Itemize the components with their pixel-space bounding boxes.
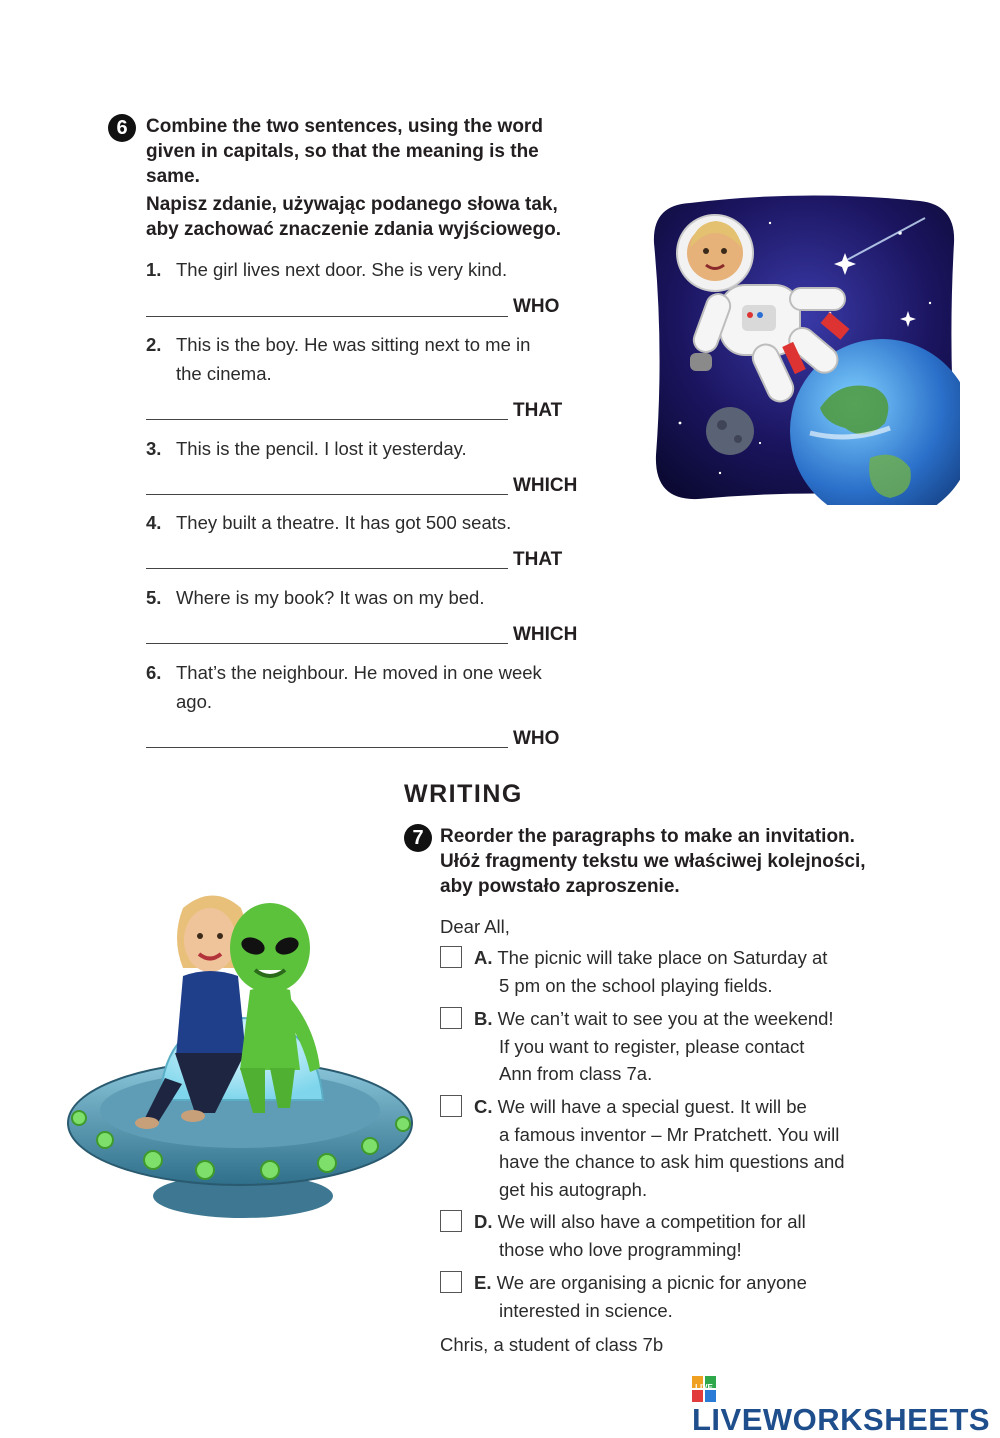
item-number: 4. [146, 512, 162, 533]
instruction-pl-line: aby powstało zaproszenie. [440, 876, 680, 897]
item-number: 6. [146, 662, 162, 683]
instruction-en-line: given in capitals, so that the meaning is the [146, 141, 539, 162]
keyword-4: THAT [513, 549, 563, 570]
paragraph-text: We are organising a picnic for anyone [496, 1272, 807, 1293]
order-box-d[interactable] [440, 1210, 462, 1232]
item-text: Where is my book? It was on my bed. [176, 587, 485, 608]
item-text: They built a theatre. It has got 500 seats. [176, 512, 512, 533]
instruction-pl-line: aby zachować znaczenie zdania wyjściowego. [146, 219, 561, 240]
paragraph-text: We can’t wait to see you at the weekend! [497, 1008, 834, 1029]
keyword-2: THAT [513, 400, 563, 421]
item-number: 2. [146, 334, 162, 355]
item-number: 5. [146, 587, 162, 608]
paragraph-a [474, 944, 874, 999]
instruction-pl-line: Napisz zdanie, używając podanego słowa tak, [146, 194, 558, 215]
letter-signature: Chris, a student of class 7b [440, 1334, 664, 1355]
keyword-1: WHO [513, 296, 560, 317]
keyword-3: WHICH [513, 475, 578, 496]
instruction-pl-line: Ułóż fragmenty tekstu we właściwej kolejności, [440, 851, 866, 872]
paragraph-text: a famous inventor – Mr Pratchett. You will [499, 1123, 840, 1145]
keyword-5: WHICH [513, 624, 578, 645]
item-text: This is the boy. He was sitting next to me in [176, 334, 531, 355]
order-box-e[interactable] [440, 1271, 462, 1293]
item-text: the cinema. [176, 363, 272, 384]
exercise6-instruction [146, 114, 586, 242]
paragraph-text: 5 pm on the school playing fields. [499, 974, 773, 996]
paragraph-letter: E. [474, 1272, 492, 1293]
instruction-en-line: Reorder the paragraphs to make an invitation. [440, 826, 855, 847]
item-number: 3. [146, 438, 162, 459]
order-box-a[interactable] [440, 946, 462, 968]
paragraph-c [474, 1093, 874, 1203]
paragraph-text: get his autograph. [499, 1178, 648, 1200]
exercise-item-5 [146, 583, 586, 612]
answer-line-3[interactable] [146, 494, 508, 495]
exercise-item-3 [146, 434, 586, 463]
paragraph-text: interested in science. [499, 1299, 673, 1321]
paragraph-text: have the chance to ask him questions and [499, 1151, 845, 1172]
logo-text: LIVEWORKSHEETS [692, 1402, 991, 1437]
paragraph-letter: A. [474, 947, 493, 968]
liveworksheets-logo [692, 1376, 1000, 1438]
item-text: The girl lives next door. She is very kind. [176, 259, 508, 280]
exercise-item-2 [146, 330, 586, 388]
ufo-alien-illustration [65, 878, 420, 1228]
logo-mark-icon [692, 1376, 716, 1402]
item-text: This is the pencil. I lost it yesterday. [176, 438, 467, 459]
paragraph-letter: C. [474, 1096, 493, 1117]
paragraph-e [474, 1269, 874, 1324]
exercise-item-4 [146, 508, 586, 537]
letter-greeting: Dear All, [440, 916, 510, 937]
order-box-c[interactable] [440, 1095, 462, 1117]
paragraph-text: Ann from class 7a. [499, 1063, 653, 1084]
paragraph-text: those who love programming! [499, 1238, 742, 1260]
answer-line-5[interactable] [146, 643, 508, 644]
answer-line-6[interactable] [146, 747, 508, 748]
logo-mark-text: LIVE [695, 1383, 713, 1392]
keyword-6: WHO [513, 728, 560, 749]
exercise-item-6 [146, 658, 586, 716]
exercise-item-1 [146, 255, 586, 284]
paragraph-letter: B. [474, 1008, 493, 1029]
item-text: That’s the neighbour. He moved in one week [176, 662, 542, 683]
item-number: 1. [146, 259, 162, 280]
answer-line-2[interactable] [146, 419, 508, 420]
answer-line-1[interactable] [146, 316, 508, 317]
order-box-b[interactable] [440, 1007, 462, 1029]
paragraph-d [474, 1208, 874, 1263]
paragraph-letter: D. [474, 1211, 493, 1232]
section-heading: WRITING [404, 780, 523, 808]
exercise-number-badge: 7 [404, 824, 432, 852]
answer-line-4[interactable] [146, 568, 508, 569]
exercise-number-badge: 6 [108, 114, 136, 142]
paragraph-text: If you want to register, please contact [499, 1035, 805, 1057]
paragraph-text: The picnic will take place on Saturday at [497, 947, 828, 968]
instruction-en-line: same. [146, 166, 200, 187]
paragraph-text: We will have a special guest. It will be [497, 1096, 807, 1117]
astronaut-space-illustration [650, 193, 960, 505]
paragraph-b [474, 1005, 874, 1088]
exercise7-instruction [440, 824, 880, 899]
paragraph-text: We will also have a competition for all [497, 1211, 806, 1232]
item-text: ago. [176, 691, 213, 712]
instruction-en-line: Combine the two sentences, using the word [146, 116, 543, 137]
